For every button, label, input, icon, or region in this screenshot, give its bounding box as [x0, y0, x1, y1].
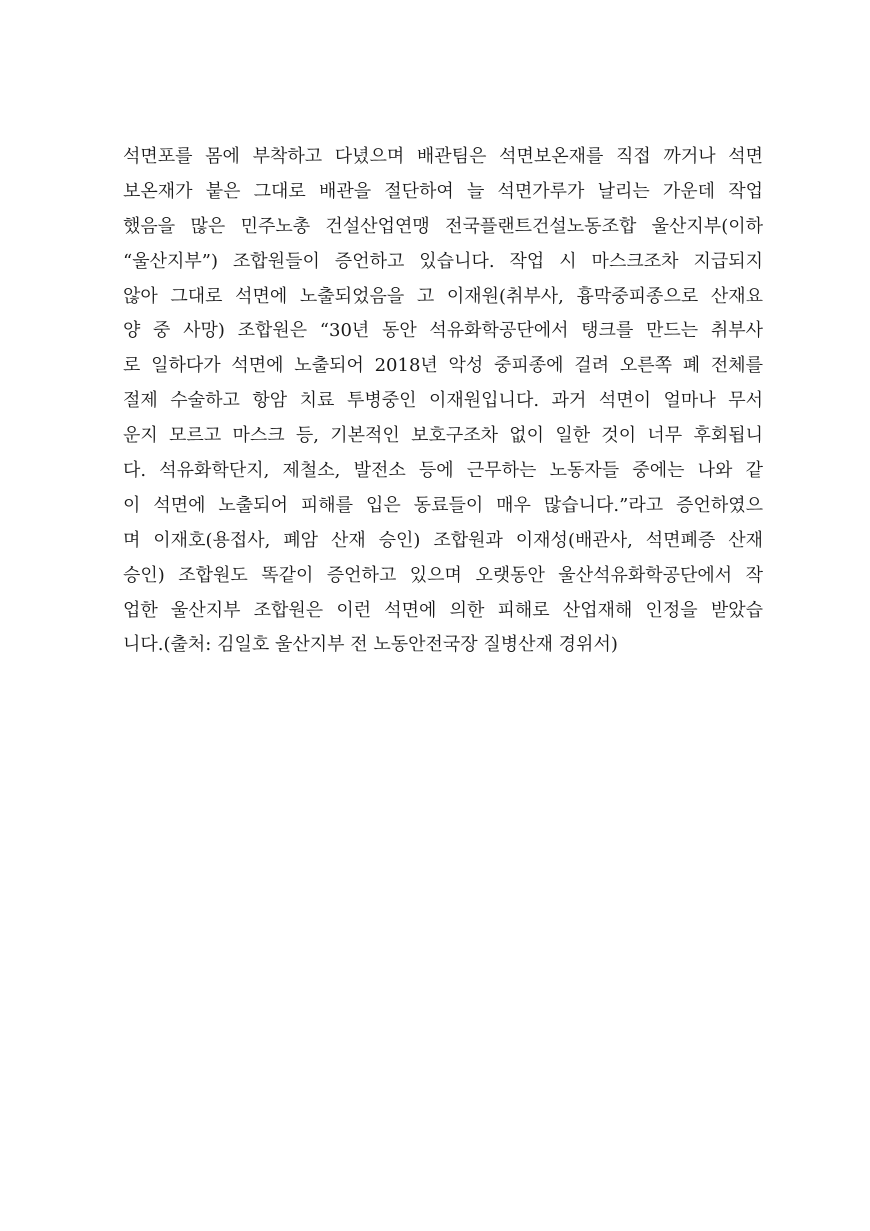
paragraph-line: 보온재가 붙은 그대로 배관을 절단하여 늘 석면가루가 날리는 가운데 작업	[123, 180, 763, 202]
paragraph-line: 업한 울산지부 조합원은 이런 석면에 의한 피해로 산업재해 인정을 받았습	[123, 599, 763, 621]
paragraph-line: 양 중 사망) 조합원은 “30년 동안 석유화학공단에서 탱크를 만드는 취부사	[123, 320, 763, 342]
paragraph-line: 로 일하다가 석면에 노출되어 2018년 악성 중피종에 걸려 오른쪽 폐 전체를	[123, 355, 763, 377]
paragraph-line: 석면포를 몸에 부착하고 다녔으며 배관팀은 석면보온재를 직접 까거나 석면	[123, 146, 763, 167]
body-paragraph	[123, 140, 763, 663]
paragraph-line: 절제 수술하고 항암 치료 투병중인 이재원입니다. 과거 석면이 얼마나 무서	[123, 390, 763, 412]
paragraph-line: 않아 그대로 석면에 노출되었음을 고 이재원(취부사, 흉막중피종으로 산재요	[123, 285, 763, 307]
paragraph-line: 승인) 조합원도 똑같이 증언하고 있으며 오랫동안 울산석유화학공단에서 작	[123, 564, 763, 586]
paragraph-line: 했음을 많은 민주노총 건설산업연맹 전국플랜트건설노동조합 울산지부(이하	[123, 215, 763, 237]
paragraph-line: “울산지부”) 조합원들이 증언하고 있습니다. 작업 시 마스크조차 지급되지	[123, 250, 763, 272]
source-citation-line: 니다.(출처: 김일호 울산지부 전 노동안전국장 질병산재 경위서)	[123, 634, 618, 656]
paragraph-line: 다. 석유화학단지, 제철소, 발전소 등에 근무하는 노동자들 중에는 나와 같	[123, 460, 763, 482]
paragraph-line: 며 이재호(용접사, 폐암 산재 승인) 조합원과 이재성(배관사, 석면폐증 산재	[123, 529, 763, 551]
paragraph-line: 운지 모르고 마스크 등, 기본적인 보호구조차 없이 일한 것이 너무 후회됩니	[123, 425, 763, 447]
paragraph-line: 이 석면에 노출되어 피해를 입은 동료들이 매우 많습니다.”라고 증언하였으	[123, 494, 763, 516]
